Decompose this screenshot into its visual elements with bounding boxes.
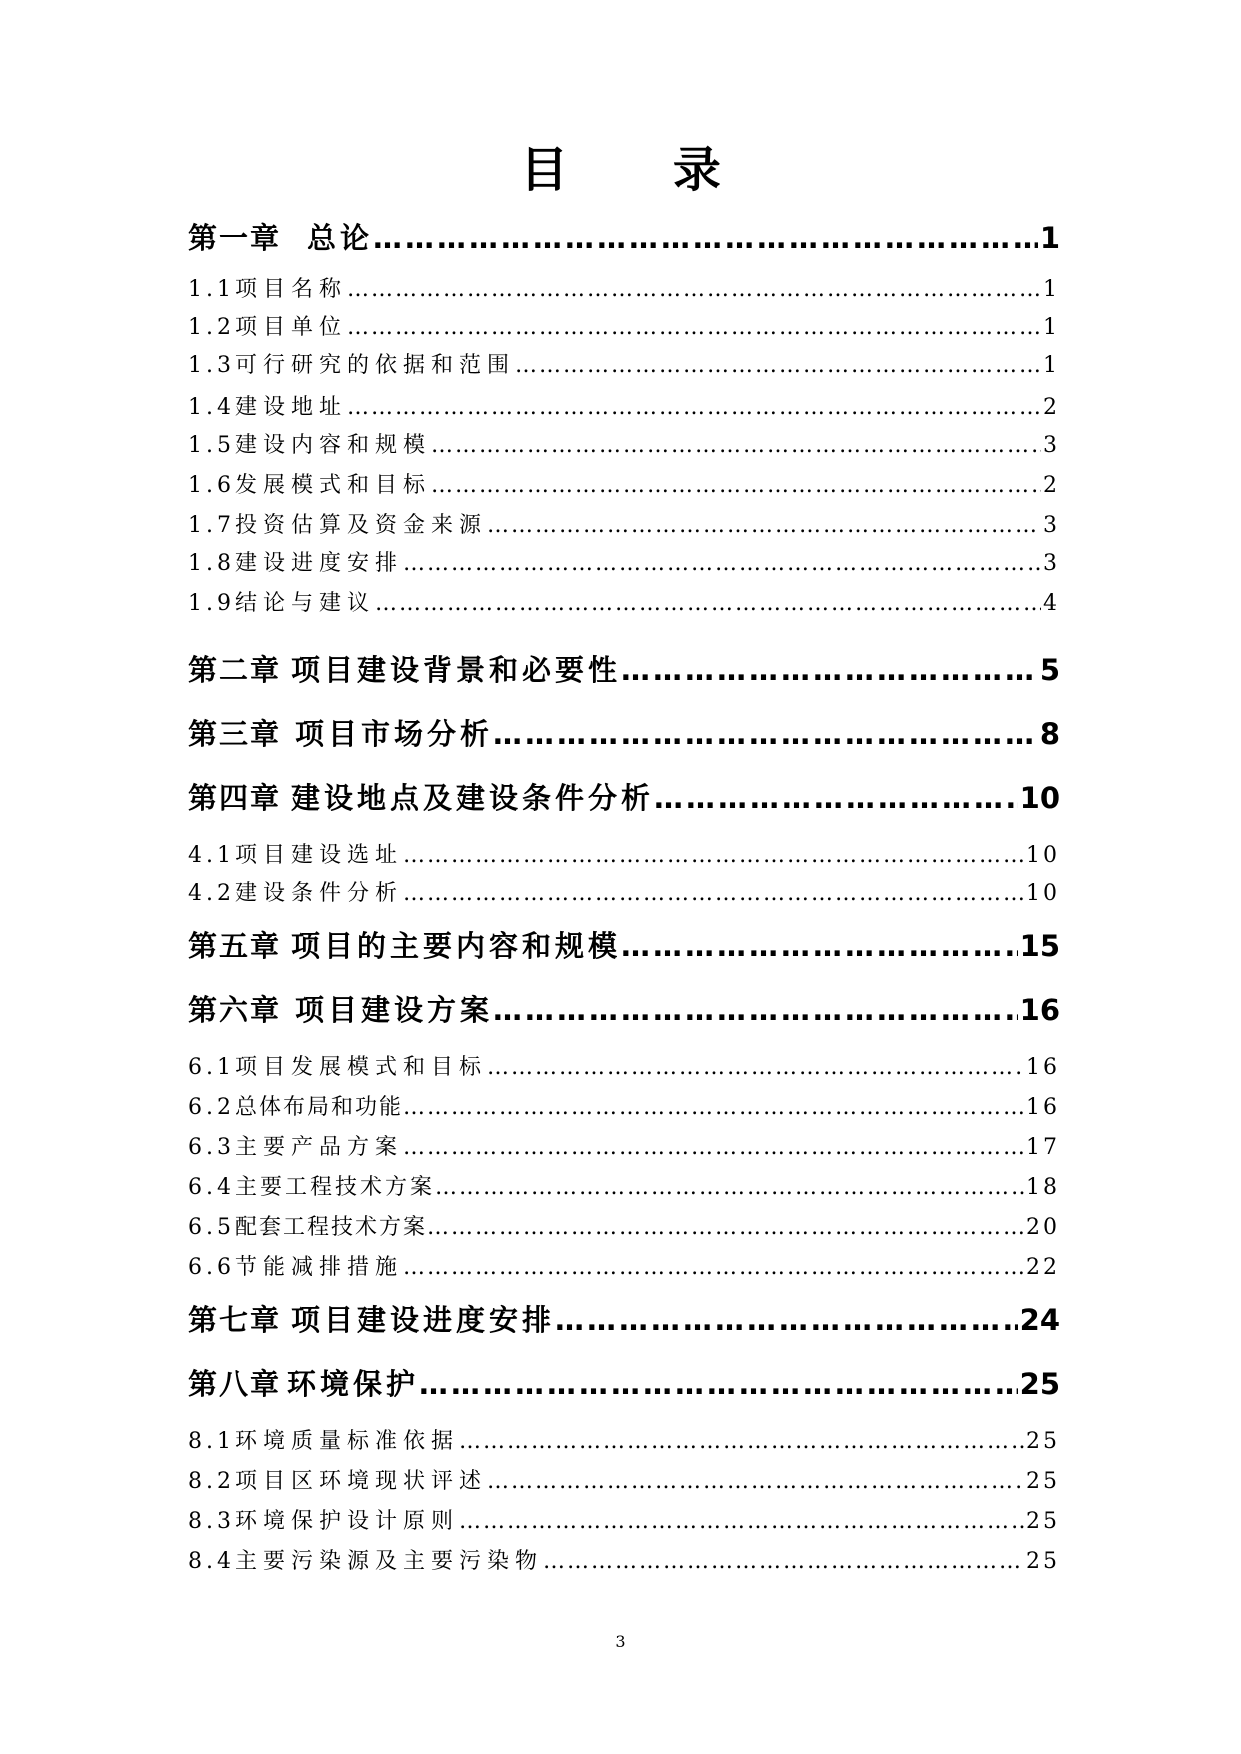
toc-section-6-5[interactable] (188, 1210, 1060, 1246)
section-title: 可行研究的依据和范围 (235, 353, 516, 378)
toc-chapter-3[interactable] (188, 712, 1060, 756)
chapter-title: 项目的主要内容和规模 (291, 929, 622, 963)
toc-chapter-7[interactable] (188, 1298, 1060, 1342)
page-ref: 2 (1043, 473, 1060, 498)
toc-chapter-1[interactable] (188, 216, 1060, 260)
section-title: 环境保护设计原则 (235, 1509, 460, 1534)
section-title: 结论与建议 (235, 591, 376, 616)
toc-section-1-9[interactable] (188, 586, 1060, 622)
section-number: 1.2 (188, 315, 235, 340)
page-ref: 4 (1043, 591, 1060, 616)
section-number: 8.4 (188, 1549, 235, 1574)
toc-section-1-1[interactable] (188, 272, 1060, 308)
chapter-number: 第八章 (188, 1367, 282, 1401)
dot-leader (459, 1429, 1024, 1454)
chapter-number: 第五章 (188, 929, 282, 963)
page-number: 3 (615, 1632, 626, 1651)
toc-chapter-6[interactable] (188, 988, 1060, 1032)
toc-section-4-1[interactable] (188, 838, 1060, 874)
page-ref: 3 (1043, 433, 1060, 458)
page-ref: 10 (1019, 781, 1060, 815)
chapter-title: 项目建设方案 (295, 993, 494, 1027)
section-title: 主要产品方案 (235, 1135, 404, 1160)
dot-leader (487, 513, 1041, 538)
dot-leader (419, 1367, 1018, 1401)
dot-leader (515, 353, 1041, 378)
chapter-number: 第二章 (188, 653, 282, 687)
dot-leader (487, 1469, 1024, 1494)
dot-leader (403, 881, 1024, 906)
toc-section-1-7[interactable] (188, 508, 1060, 544)
dot-leader (373, 221, 1038, 255)
toc-section-8-4[interactable] (188, 1544, 1060, 1580)
page-ref: 25 (1026, 1469, 1060, 1494)
section-number: 1.9 (188, 591, 235, 616)
section-title: 主要污染源及主要污染物 (235, 1549, 544, 1574)
chapter-title: 总论 (307, 221, 374, 255)
chapter-number: 第四章 (188, 781, 282, 815)
page-ref: 3 (1043, 513, 1060, 538)
toc-section-6-6[interactable] (188, 1250, 1060, 1286)
page-ref: 25 (1026, 1549, 1060, 1574)
section-number: 8.1 (188, 1429, 235, 1454)
chapter-title: 环境保护 (287, 1367, 420, 1401)
section-number: 1.3 (188, 353, 235, 378)
toc-section-1-5[interactable] (188, 428, 1060, 464)
chapter-number: 第七章 (188, 1303, 282, 1337)
page-ref: 2 (1043, 395, 1060, 420)
toc-section-4-2[interactable] (188, 876, 1060, 912)
page-ref: 15 (1019, 929, 1060, 963)
section-title: 发展模式和目标 (235, 473, 432, 498)
toc-section-1-3[interactable] (188, 348, 1060, 384)
chapter-title: 项目市场分析 (295, 717, 494, 751)
chapter-number: 第六章 (188, 993, 282, 1027)
page-ref: 22 (1026, 1255, 1060, 1280)
dot-leader (493, 717, 1038, 751)
page-ref: 24 (1019, 1303, 1060, 1337)
page-ref: 1 (1043, 315, 1060, 340)
section-title: 项目发展模式和目标 (235, 1055, 488, 1080)
toc-chapter-2[interactable] (188, 648, 1060, 692)
section-number: 1.8 (188, 551, 235, 576)
page-ref: 17 (1026, 1135, 1060, 1160)
toc-section-1-4[interactable] (188, 390, 1060, 426)
section-number: 1.6 (188, 473, 235, 498)
section-number: 6.1 (188, 1055, 235, 1080)
toc-section-6-4[interactable] (188, 1170, 1060, 1206)
section-title: 建设条件分析 (235, 881, 404, 906)
chapter-title: 项目建设背景和必要性 (291, 653, 622, 687)
dot-leader (621, 929, 1018, 963)
section-title: 建设内容和规模 (235, 433, 432, 458)
page-ref: 1 (1043, 277, 1060, 302)
toc-chapter-4[interactable] (188, 776, 1060, 820)
dot-leader (403, 551, 1041, 576)
section-number: 4.2 (188, 881, 235, 906)
section-title: 总体布局和功能 (235, 1095, 404, 1120)
dot-leader (347, 315, 1041, 340)
section-number: 1.4 (188, 395, 235, 420)
toc-section-8-1[interactable] (188, 1424, 1060, 1460)
section-number: 1.7 (188, 513, 235, 538)
dot-leader (621, 653, 1038, 687)
dot-leader (555, 1303, 1018, 1337)
section-title: 建设地址 (235, 395, 348, 420)
section-title: 主要工程技术方案 (235, 1175, 436, 1200)
page-ref: 1 (1039, 221, 1060, 255)
page-title: 目 录 (520, 142, 765, 198)
toc-section-1-6[interactable] (188, 468, 1060, 504)
section-number: 6.6 (188, 1255, 235, 1280)
dot-leader (459, 1509, 1024, 1534)
section-title: 项目区环境现状评述 (235, 1469, 488, 1494)
page-ref: 16 (1019, 993, 1060, 1027)
chapter-number: 第三章 (188, 717, 282, 751)
section-number: 6.4 (188, 1175, 235, 1200)
page-ref: 25 (1026, 1429, 1060, 1454)
section-title: 项目单位 (235, 315, 348, 340)
dot-leader (493, 993, 1018, 1027)
dot-leader (347, 395, 1041, 420)
dot-leader (347, 277, 1041, 302)
section-number: 6.2 (188, 1095, 235, 1120)
toc-chapter-5[interactable] (188, 924, 1060, 968)
section-title: 建设进度安排 (235, 551, 404, 576)
page-ref: 1 (1043, 353, 1060, 378)
section-number: 8.3 (188, 1509, 235, 1534)
dot-leader (375, 591, 1041, 616)
dot-leader (543, 1549, 1024, 1574)
dot-leader (487, 1055, 1024, 1080)
section-title: 节能减排措施 (235, 1255, 404, 1280)
section-number: 4.1 (188, 843, 235, 868)
page-ref: 16 (1026, 1095, 1060, 1120)
dot-leader (435, 1175, 1024, 1200)
page-ref: 25 (1019, 1367, 1060, 1401)
page-ref: 18 (1026, 1175, 1060, 1200)
page-ref: 10 (1026, 881, 1060, 906)
section-number: 6.5 (188, 1215, 235, 1240)
dot-leader (403, 1255, 1024, 1280)
dot-leader (403, 1095, 1024, 1120)
section-number: 1.5 (188, 433, 235, 458)
toc-section-6-2[interactable] (188, 1090, 1060, 1126)
section-title: 投资估算及资金来源 (235, 513, 488, 538)
page-ref: 16 (1026, 1055, 1060, 1080)
section-number: 6.3 (188, 1135, 235, 1160)
toc-section-1-8[interactable] (188, 546, 1060, 582)
chapter-title: 建设地点及建设条件分析 (291, 781, 655, 815)
dot-leader (431, 433, 1041, 458)
chapter-number: 第一章 (188, 221, 282, 255)
page-ref: 10 (1026, 843, 1060, 868)
section-number: 1.1 (188, 277, 235, 302)
dot-leader (403, 843, 1024, 868)
section-title: 项目建设选址 (235, 843, 404, 868)
toc-section-8-2[interactable] (188, 1464, 1060, 1500)
toc-section-1-2[interactable] (188, 310, 1060, 346)
section-title: 项目名称 (235, 277, 348, 302)
dot-leader (403, 1135, 1024, 1160)
page-ref: 8 (1039, 717, 1060, 751)
page-ref: 5 (1039, 653, 1060, 687)
page-ref: 20 (1026, 1215, 1060, 1240)
page-ref: 3 (1043, 551, 1060, 576)
section-number: 8.2 (188, 1469, 235, 1494)
toc-section-6-3[interactable] (188, 1130, 1060, 1166)
section-title: 环境质量标准依据 (235, 1429, 460, 1454)
toc-section-6-1[interactable] (188, 1050, 1060, 1086)
dot-leader (431, 473, 1041, 498)
page-ref: 25 (1026, 1509, 1060, 1534)
dot-leader (427, 1215, 1024, 1240)
toc-chapter-8[interactable] (188, 1362, 1060, 1406)
toc-section-8-3[interactable] (188, 1504, 1060, 1540)
chapter-title: 项目建设进度安排 (291, 1303, 556, 1337)
section-title: 配套工程技术方案 (235, 1215, 428, 1240)
dot-leader (654, 781, 1018, 815)
